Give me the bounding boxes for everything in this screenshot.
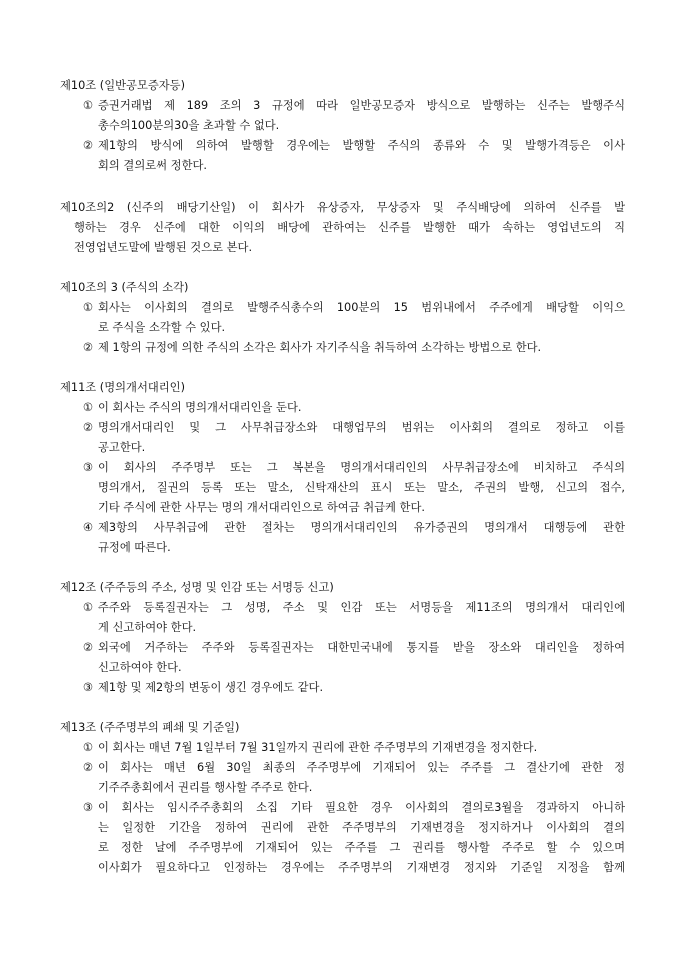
clause-item bbox=[60, 738, 625, 758]
clause-item bbox=[60, 518, 625, 558]
clause-line: 신고하여야 한다. bbox=[98, 661, 182, 674]
clause-item bbox=[60, 96, 625, 136]
paragraph-line: 전영업년도말에 발행된 것으로 본다. bbox=[74, 241, 253, 254]
clause-line: 공고한다. bbox=[98, 441, 146, 454]
clause-item bbox=[60, 638, 625, 678]
clause-marker: ① bbox=[82, 401, 94, 414]
clause-marker: ① bbox=[82, 601, 94, 614]
clause-line: 이 회사의 주주명부 또는 그 복본을 명의개서대리인의 사무취급장소에 비치하고 주식의 bbox=[98, 461, 625, 474]
clause-marker: ② bbox=[82, 641, 94, 654]
clause-item bbox=[60, 418, 625, 458]
clause-line: 로 주식을 소각할 수 있다. bbox=[98, 321, 226, 334]
clause-marker: ② bbox=[82, 761, 94, 774]
clause-line: 증권거래법 제 189 조의 3 규정에 따라 일반공모증자 방식으로 발행하는 신주는 발행주식 bbox=[98, 99, 625, 112]
clause-marker: ① bbox=[82, 99, 94, 112]
article-12 bbox=[60, 578, 625, 698]
article-heading: 제12조 (주주등의 주소, 성명 및 인감 또는 서명등 신고) bbox=[60, 581, 334, 594]
clause-line: 는 일정한 기간을 정하여 권리에 관한 주주명부의 기재변경을 정지하거나 이사회의 결의 bbox=[98, 821, 625, 834]
clause-line: 제 1항의 규정에 의한 주식의 소각은 회사가 자기주식을 취득하여 소각하는 방법으로 한다. bbox=[98, 341, 542, 354]
clause-line: 이사회가 필요하다고 인정하는 경우에는 주주명부의 기재변경 정지와 기준일 지정을 함께 bbox=[98, 861, 625, 874]
clause-line: 회사는 이사회의 결의로 발행주식총수의 100분의 15 범위내에서 주주에게 배당할 이익으 bbox=[98, 301, 625, 314]
clause-marker: ① bbox=[82, 741, 94, 754]
clause-line: 로 정한 날에 주주명부에 기재되어 있는 주주를 그 권리를 행사할 주주로 할 수 있으며 bbox=[98, 841, 625, 854]
clause-item bbox=[60, 136, 625, 176]
clause-line: 명의개서, 질권의 등록 또는 말소, 신탁재산의 표시 또는 말소, 주권의 발행, 신고의 접수, bbox=[98, 481, 625, 494]
clause-line: 명의개서대리인 및 그 사무취급장소와 대행업무의 범위는 이사회의 결의로 정하고 이를 bbox=[98, 421, 625, 434]
clause-line: 이 회사는 임시주주총회의 소집 기타 필요한 경우 이사회의 결의로3월을 경과하지 아니하 bbox=[98, 801, 625, 814]
clause-marker: ② bbox=[82, 341, 94, 354]
paragraph-line: 제10조의2 (신주의 배당기산일) 이 회사가 유상증자, 무상증자 및 주식배당에 의하여 신주를 발 bbox=[60, 201, 625, 214]
clause-line: 회의 결의로써 정한다. bbox=[98, 159, 207, 172]
article-10 bbox=[60, 76, 625, 176]
clause-line: 제1항의 방식에 의하여 발행할 경우에는 발행할 주식의 종류와 수 및 발행가격등은 이사 bbox=[98, 139, 625, 152]
clause-line: 제3항의 사무취급에 관한 절차는 명의개서대리인의 유가증권의 명의개서 대행등에 관한 bbox=[98, 521, 625, 534]
clause-item bbox=[60, 338, 625, 358]
clause-line: 주주와 등록질권자는 그 성명, 주소 및 인감 또는 서명등을 제11조의 명의개서 대리인에 bbox=[98, 601, 625, 614]
clause-marker: ② bbox=[82, 139, 94, 152]
clause-line: 이 회사는 매년 7월 1일부터 7월 31일까지 권리에 관한 주주명부의 기재변경을 정지한다. bbox=[98, 741, 538, 754]
clause-line: 외국에 거주하는 주주와 등록질권자는 대한민국내에 통지를 받을 장소와 대리인을 정하여 bbox=[98, 641, 625, 654]
article-10-3 bbox=[60, 278, 625, 358]
clause-line: 제1항 및 제2항의 변동이 생긴 경우에도 같다. bbox=[98, 681, 324, 694]
article-heading: 제11조 (명의개서대리인) bbox=[60, 381, 185, 394]
clause-line: 규정에 따른다. bbox=[98, 541, 171, 554]
clause-item bbox=[60, 798, 625, 878]
article-heading: 제13조 (주주명부의 폐쇄 및 기준일) bbox=[60, 721, 240, 734]
clause-marker: ③ bbox=[82, 461, 94, 474]
clause-item bbox=[60, 458, 625, 518]
clause-marker: ① bbox=[82, 301, 94, 314]
clause-line: 기타 주식에 관한 사무는 명의 개서대리인으로 하여금 취급케 한다. bbox=[98, 501, 425, 514]
article-heading: 제10조의 3 (주식의 소각) bbox=[60, 281, 189, 294]
clause-line: 기주주총회에서 권리를 행사할 주주로 한다. bbox=[98, 781, 313, 794]
clause-marker: ③ bbox=[82, 801, 94, 814]
clause-marker: ② bbox=[82, 421, 94, 434]
article-10-2 bbox=[60, 198, 625, 258]
clause-item bbox=[60, 298, 625, 338]
clause-item bbox=[60, 398, 625, 418]
clause-marker: ③ bbox=[82, 681, 94, 694]
clause-line: 총수의100분의30을 초과할 수 없다. bbox=[98, 119, 280, 132]
clause-line: 이 회사는 주식의 명의개서대리인을 둔다. bbox=[98, 401, 302, 414]
clause-item bbox=[60, 678, 625, 698]
article-heading: 제10조 (일반공모증자등) bbox=[60, 79, 185, 92]
paragraph-line: 행하는 경우 신주에 대한 이익의 배당에 관하여는 신주를 발행한 때가 속하는 영업년도의 직 bbox=[74, 221, 625, 234]
clause-line: 게 신고하여야 한다. bbox=[98, 621, 197, 634]
article-11 bbox=[60, 378, 625, 558]
clause-line: 이 회사는 매년 6월 30일 최종의 주주명부에 기재되어 있는 주주를 그 결산기에 관한 정 bbox=[98, 761, 625, 774]
article-13 bbox=[60, 718, 625, 878]
clause-item bbox=[60, 598, 625, 638]
clause-marker: ④ bbox=[82, 521, 94, 534]
clause-item bbox=[60, 758, 625, 798]
